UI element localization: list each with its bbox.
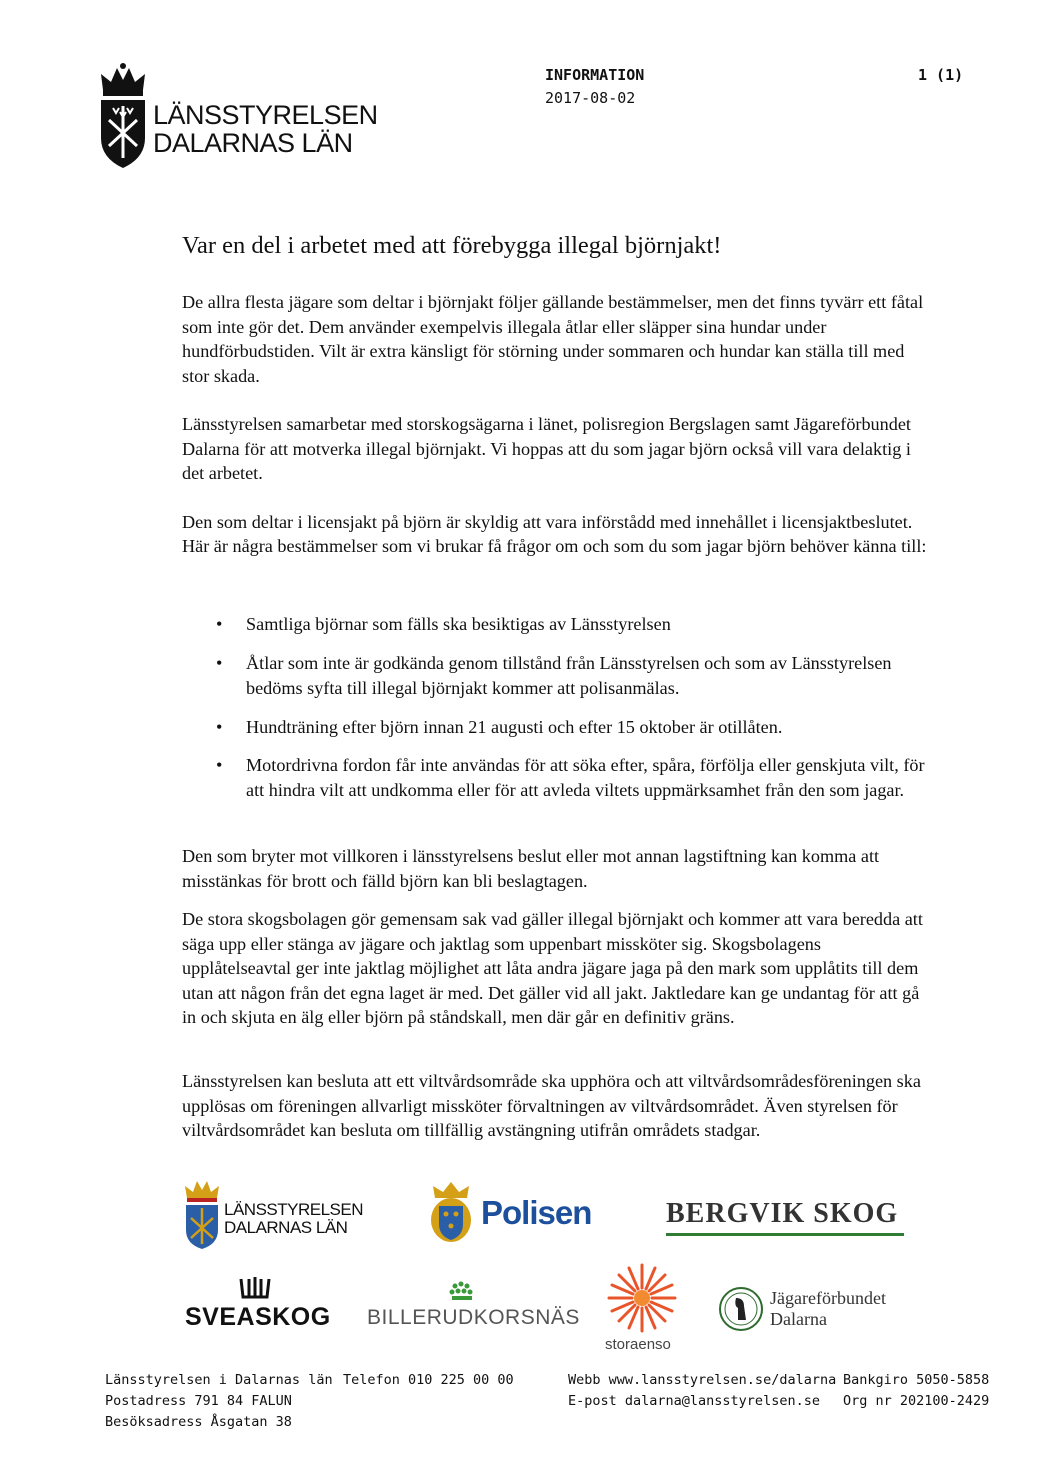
partner-lansstyrelsen-logo [182, 1178, 372, 1253]
partner-jagareforbundet-line-1: Jägareförbundet [770, 1288, 886, 1308]
logo-line-1: LÄNSSTYRELSEN [153, 100, 378, 130]
partner-lansstyrelsen-line-2: DALARNAS LÄN [224, 1218, 348, 1237]
partner-jagareforbundet-line-2: Dalarna [770, 1309, 827, 1329]
jagareforbundet-emblem-icon [718, 1284, 764, 1334]
document-type: INFORMATION [545, 66, 645, 84]
paragraph-2: Länsstyrelsen samarbetar med storskogsägarna i länet, polisregion Bergslagen samt Jägareförbundet Dalarna för att motverka illegal björnjakt. Vi hoppas att du som jagar björn också vill vara delaktig i det arbetet. [182, 414, 911, 483]
partner-sveaskog-logo [185, 1275, 331, 1335]
paragraph-4: Den som bryter mot villkoren i länsstyrelsens beslut eller mot annan lagstiftning kan komma att misstänkas för brott och fälld björn kan bli beslagtagen. [182, 846, 880, 891]
footer-bankgiro: Bankgiro 5050-5858 [843, 1372, 990, 1388]
footer-email: E-post dalarna@lansstyrelsen.se [568, 1393, 820, 1409]
footer-contact-block [568, 1370, 836, 1412]
billerud-crown-icon [367, 1280, 562, 1306]
lansstyrelsen-logo [95, 60, 378, 170]
footer-org-name: Länsstyrelsen i Dalarnas län [105, 1372, 333, 1388]
paragraph-1: De allra flesta jägare som deltar i björnjakt följer gällande bestämmelser, men det finns tyvärr ett fåtal som inte gör det. Dem använder exempelvis illegala åtlar eller släpper sina hundar under hundförbudstiden. Vilt är extra känsligt för störning under sommaren och hundar kan ställa till med stor skada. [182, 292, 924, 386]
partner-sveaskog-text: SVEASKOG [185, 1303, 331, 1331]
footer-bank-block [843, 1370, 989, 1412]
footer-postal-address: Postadress 791 84 FALUN [105, 1393, 292, 1409]
partner-polisen-logo [427, 1180, 607, 1250]
partner-jagareforbundet-logo [718, 1284, 918, 1336]
sveaskog-crown-icon [185, 1275, 325, 1303]
partner-billerud-text: BILLERUDKORSNÄS [367, 1306, 580, 1329]
list-item: • Åtlar som inte är godkända genom tillstånd från Länsstyrelsen och som av Länsstyrelsen bedöms syfta till illegal björnjakt kommer att polisanmälas. [216, 653, 892, 698]
list-item: • Motordrivna fordon får inte användas för att söka efter, spåra, förfölja eller genskjuta vilt, för att hindra vilt att undkomma eller för att avleda viltets uppmärksamhet från den som jagar. [216, 755, 925, 800]
partner-storaenso-logo [597, 1262, 687, 1357]
footer-phone: Telefon 010 225 00 00 [343, 1372, 514, 1388]
police-emblem-icon [427, 1180, 475, 1244]
footer-org-number: Org nr 202100-2429 [843, 1393, 990, 1409]
footer-address-block [105, 1370, 333, 1433]
partner-bergvik-logo [666, 1198, 906, 1238]
document-body [182, 232, 932, 1140]
bergvik-underline [666, 1233, 904, 1236]
footer-web: Webb www.lansstyrelsen.se/dalarna [568, 1372, 837, 1388]
paragraph-6: Länsstyrelsen kan besluta att ett viltvårdsområde ska upphöra och att viltvårdsområdesföreningen ska upplösas om föreningen allvarligt missköter förvaltningen av viltvårdsområdet. Även styrelsen för viltvårdsområdet kan besluta om tillfällig avstängning utifrån områdets stadgar. [182, 1071, 921, 1140]
partner-lansstyrelsen-line-1: LÄNSSTYRELSEN [224, 1200, 363, 1219]
document-title: Var en del i arbetet med att förebygga illegal björnjakt! [182, 232, 722, 259]
footer-visit-address: Besöksadress Åsgatan 38 [105, 1414, 292, 1430]
coat-of-arms-icon [182, 1178, 222, 1250]
paragraph-3: Den som deltar i licensjakt på björn är skyldig att vara införstådd med innehållet i licensjaktbeslutet. Här är några bestämmelser som vi brukar få frågor om och som du som jagar björn behöver känna till: [182, 511, 927, 556]
footer-phone-block [343, 1370, 514, 1391]
partner-billerud-logo [367, 1280, 580, 1335]
document-date: 2017-08-02 [545, 89, 636, 107]
partner-bergvik-text: BERGVIK SKOG [666, 1198, 899, 1229]
logo-line-2: DALARNAS LÄN [153, 128, 353, 158]
paragraph-5: De stora skogsbolagen gör gemensam sak vad gäller illegal björnjakt och kommer att vara beredda att säga upp eller stänga av jägare och jaktlag som uppenbart missköter sig. Skogsbolagens upplåtelseavtal ger inte jaktlag möjlighet att låta andra jägare jaga på den mark som upplåtits till dem utan att någon från det egna laget är med. Det gäller vid all jakt. Jaktledare kan ge undantag för att gå in och skjuta en älg eller björn på ståndskall, men där går en definitiv gräns. [182, 909, 923, 1027]
page-number: 1 (1) [918, 66, 964, 84]
coat-of-arms-icon [95, 60, 151, 170]
list-item: • Samtliga björnar som fälls ska besiktigas av Länsstyrelsen [216, 614, 671, 634]
storaenso-sun-icon [597, 1262, 687, 1334]
list-item: • Hundträning efter björn innan 21 augusti och efter 15 oktober är otillåten. [216, 717, 783, 737]
partner-storaenso-text: storaenso [605, 1336, 671, 1353]
partner-polisen-text: Polisen [481, 1194, 592, 1231]
